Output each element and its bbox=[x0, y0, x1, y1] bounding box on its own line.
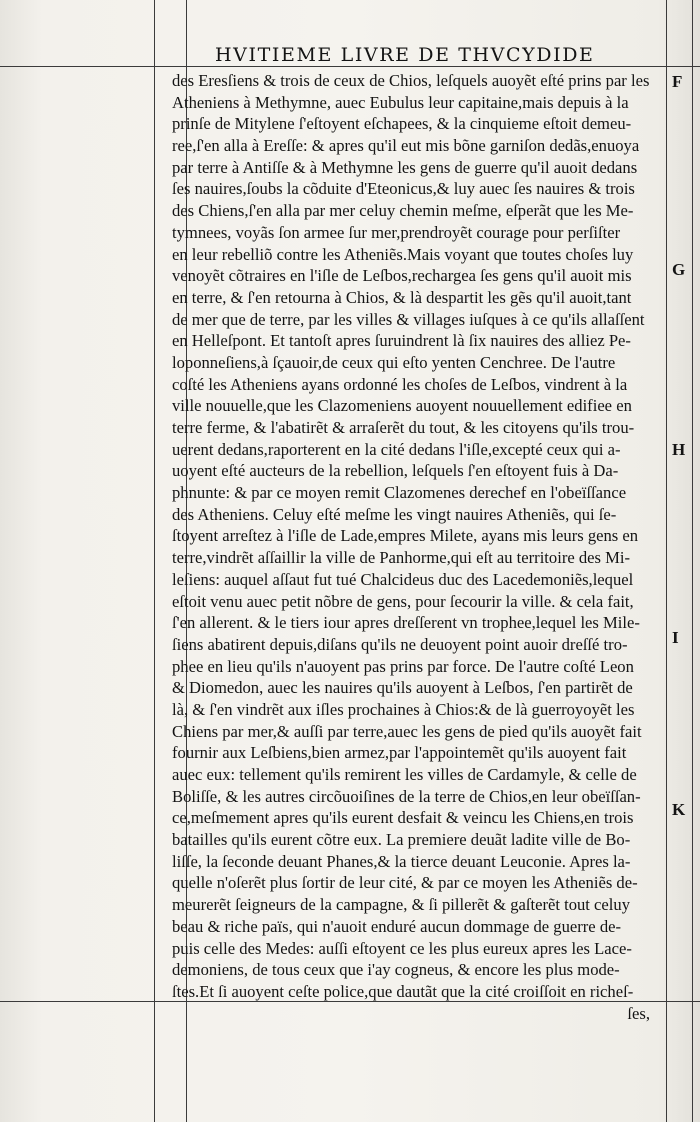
text-line: ville nouuelle,que les Clazomeniens auoyent nouuellement edifiee en bbox=[172, 396, 632, 416]
text-line: de mer que de terre, par les villes & villages iuſques à ce qu'ils allaſſent bbox=[172, 309, 645, 329]
rule-right-margin bbox=[692, 0, 693, 1122]
rule-right-outer bbox=[666, 0, 667, 1122]
text-line: & Diomedon, auec les nauires qu'ils auoyent à Leſbos, ſ'en partirẽt de bbox=[172, 678, 633, 698]
text-line: fournir aux Leſbiens,bien armez,par l'appointemẽt qu'ils auoyent fait bbox=[172, 743, 627, 763]
text-line: ſ'en allerent. & le tiers iour apres dreſſerent vn trophee,lequel les Mile- bbox=[172, 613, 640, 633]
text-line: Boliſſe, & les autres circõuoiſines de la terre de Chios,en leur obeïſſan- bbox=[172, 786, 641, 806]
text-line: terre ferme, & l'abatirẽt & arraſerẽt du tout, & les citoyens qu'ils trou- bbox=[172, 418, 635, 437]
text-line: coſté les Atheniens ayans ordonné les choſes de Leſbos, vindrent à la bbox=[172, 374, 628, 394]
text-line: en Helleſpont. Et tantoſt apres ſuruindrent là ſix nauires des alliez Pe- bbox=[172, 331, 631, 351]
text-line: liſſe, la ſeconde deuant Phanes,& la tierce deuant Leuconie. Apres la- bbox=[172, 851, 631, 871]
rule-left-outer bbox=[154, 0, 155, 1122]
text-line: Atheniens à Methymne, auec Eubulus leur capitaine,mais depuis à la bbox=[172, 92, 629, 112]
text-line: ſiens abatirent depuis,diſans qu'ils ne deuoyent point auoir dreſſé tro- bbox=[172, 634, 628, 654]
text-line: ree,ſ'en alla à Ereſſe: & apres qu'il eut mis bõne garniſon dedãs,enuoya bbox=[172, 136, 640, 156]
catchword: ſes, bbox=[627, 1003, 650, 1023]
margin-letter-k: K bbox=[672, 800, 686, 819]
text-line: leſiens: auquel aſſaut fut tué Chalcideus duc des Lacedemoniẽs,lequel bbox=[172, 569, 634, 589]
margin-letter-g: G bbox=[672, 260, 686, 279]
text-line: auec eux: tellement qu'ils remirent les villes de Cardamyle, & celle de bbox=[172, 765, 637, 784]
text-line: des Eresſiens & trois de ceux de Chios, leſquels auoyẽt eſté prins par les bbox=[172, 71, 650, 90]
text-line: venoyẽt cõtraires en l'iſle de Leſbos,rechargea ſes gens qu'il auoit mis bbox=[172, 266, 632, 286]
text-line: eſtoit venu auec petit nõbre de gens, pour ſecourir la ville. & cela fait, bbox=[172, 591, 634, 611]
text-line: phee en lieu qu'ils n'auoyent pas prins par force. De l'autre coſté Leon bbox=[172, 656, 634, 676]
text-line: ce,meſmement apres qu'ils eurent desfait & veincu les Chiens,en trois bbox=[172, 808, 634, 828]
text-line: en leur rebelliõ contre les Atheniẽs.Mais voyant que toutes choſes luy bbox=[172, 244, 634, 264]
body-text bbox=[172, 70, 652, 1024]
text-line: puis celle des Medes: auſſi eſtoyent ce les plus eureux apres les Lace- bbox=[172, 938, 632, 958]
text-line: ſes nauires,ſoubs la cõduite d'Eteonicus,& luy auec ſes nauires & trois bbox=[172, 179, 635, 199]
margin-letter-h: H bbox=[672, 440, 686, 459]
margin-letter-i: I bbox=[672, 628, 679, 647]
text-line: ſtoyent arreſtez à l'iſle de Lade,empres Milete, ayans mis leurs gens en bbox=[172, 526, 639, 546]
running-head: HVITIEME LIVRE DE THVCYDIDE bbox=[215, 44, 595, 66]
text-line: des Atheniens. Celuy eſté meſme les vingt nauires Atheniẽs, qui ſe- bbox=[172, 504, 617, 524]
text-line: terre,vindrẽt aſſaillir la ville de Panhorme,qui eſt au territoire des Mi- bbox=[172, 548, 631, 568]
rule-top bbox=[0, 66, 700, 67]
text-line: batailles qu'ils eurent cõtre eux. La premiere deuãt ladite ville de Bo- bbox=[172, 830, 631, 850]
text-line: uerent dedans,raporterent en la cité dedans l'iſle,excepté ceux qui a- bbox=[172, 439, 621, 459]
text-line: Chiens par mer,& auſſi par terre,auec les gens de pied qu'ils auoyẽt fait bbox=[172, 721, 642, 741]
text-line: loponneſiens,à ſçauoir,de ceux qui eſto yenten Cenchree. De l'autre bbox=[172, 352, 616, 372]
text-line: tymnees, voyãs ſon armee ſur mer,prendroyẽt courage pour perſiſter bbox=[172, 222, 621, 242]
text-line: uoyent eſté aucteurs de la rebellion, leſquels ſ'en eſtoyent fuis à Da- bbox=[172, 461, 619, 481]
text-line: beau & riche païs, qui n'auoit enduré aucun dommage de guerre de- bbox=[172, 916, 622, 936]
text-line: en terre, & ſ'en retourna à Chios, & là despartit les gẽs qu'il auoit,tant bbox=[172, 287, 632, 307]
text-line: par terre à Antiſſe & à Methymne les gens de guerre qu'il auoit dedans bbox=[172, 157, 638, 177]
margin-letter-f: F bbox=[672, 72, 683, 91]
text-line: meurerẽt ſeigneurs de la campagne, & ſi pillerẽt & gaſterẽt tout celuy bbox=[172, 895, 630, 915]
text-line: ſtes.Et ſi auoyent ceſte police,que dautãt que la cité croiſſoit en richeſ- bbox=[172, 981, 634, 1001]
text-line: là, & ſ'en vindrẽt aux iſles prochaines à Chios:& de là guerroyoyẽt les bbox=[172, 699, 635, 719]
text-line: demoniens, de tous ceux que i'ay cogneus, & encore les plus mode- bbox=[172, 960, 620, 980]
text-line: des Chiens,ſ'en alla par mer celuy chemin meſme, eſperãt que les Me- bbox=[172, 201, 634, 221]
text-line: prinſe de Mitylene ſ'eſtoyent eſchapees, & la cinquieme eſtoit demeu- bbox=[172, 114, 632, 134]
text-line: quelle n'oſerẽt plus ſortir de leur cité, & par ce moyen les Atheniẽs de- bbox=[172, 873, 638, 893]
text-line: phnunte: & par ce moyen remit Clazomenes derechef en l'obeïſſance bbox=[172, 483, 627, 503]
